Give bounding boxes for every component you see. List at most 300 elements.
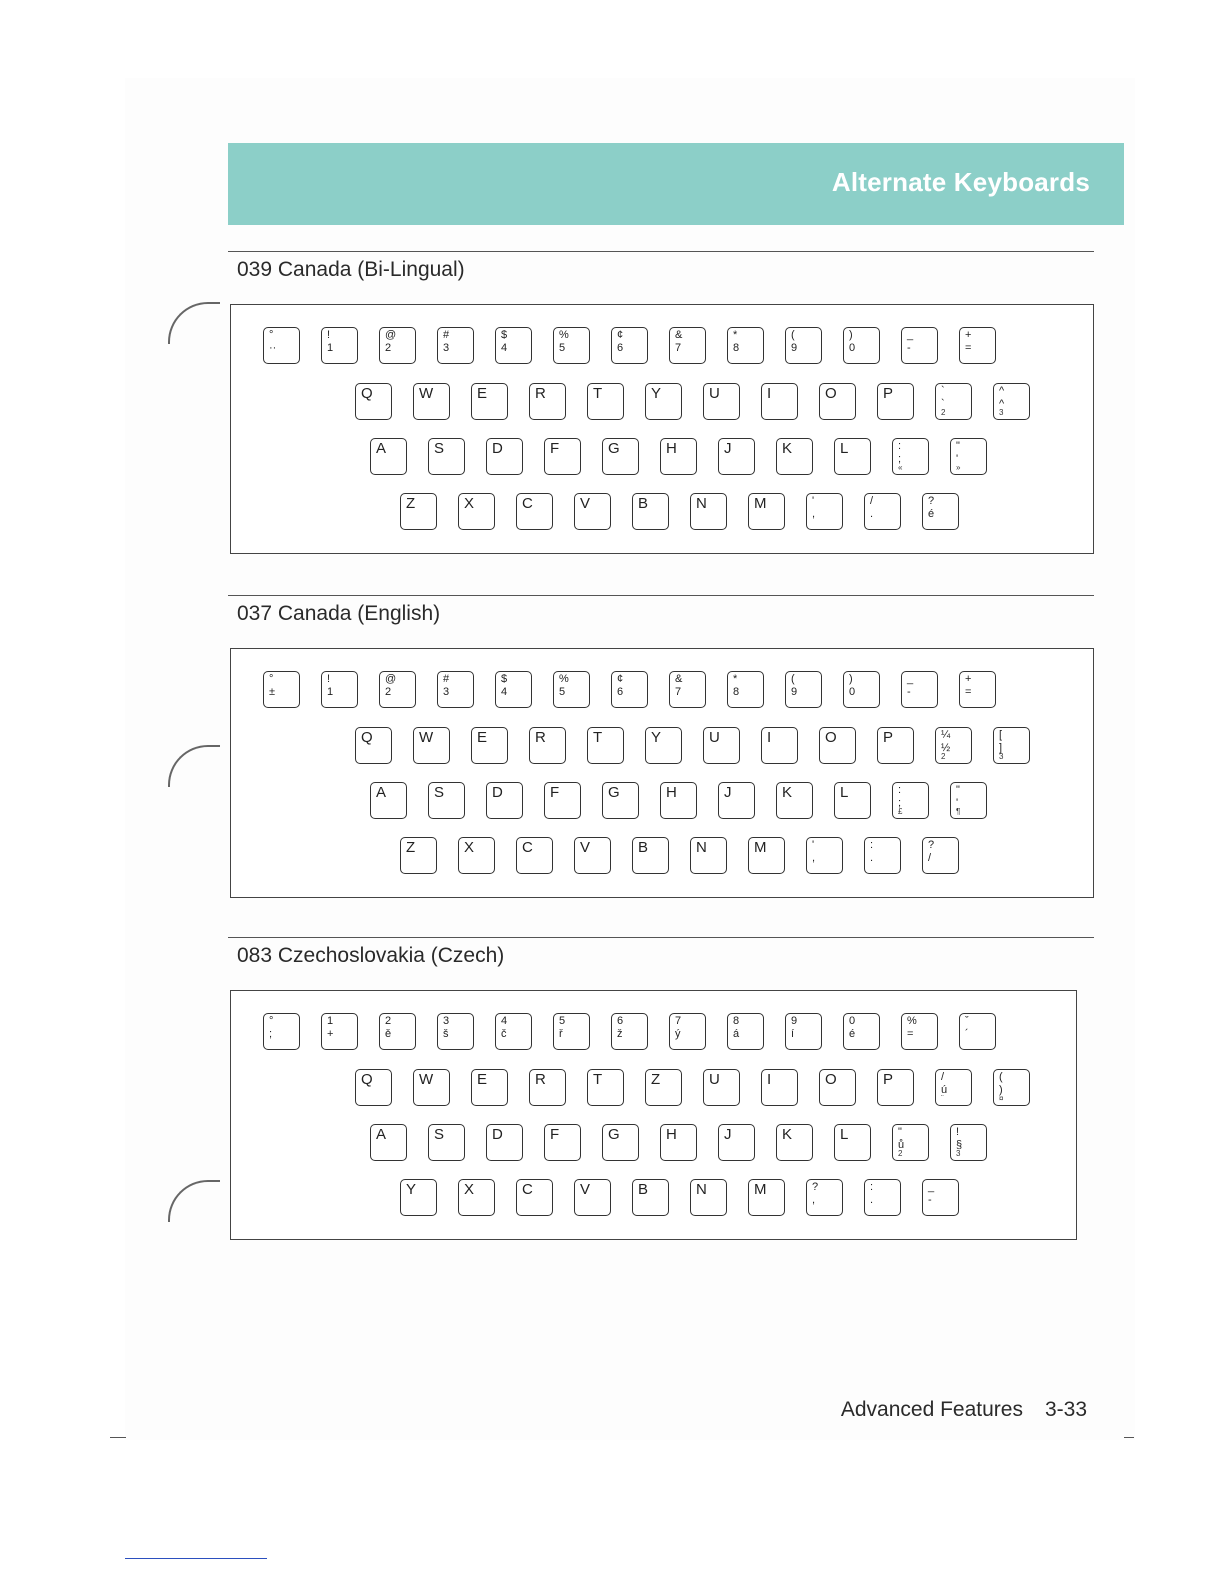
key-upper-legend: T xyxy=(593,1071,603,1088)
key-upper-legend: G xyxy=(608,784,620,801)
section-title: 039 Canada (Bi-Lingual) xyxy=(237,258,465,281)
key-upper-legend: 9 xyxy=(791,1015,798,1027)
key xyxy=(669,1013,706,1050)
key-upper-legend: : xyxy=(870,839,874,851)
key xyxy=(993,727,1030,764)
key-alt-legend: » xyxy=(956,463,961,472)
key-upper-legend: D xyxy=(492,784,503,801)
key-upper-legend: Y xyxy=(406,1181,417,1198)
key-lower-legend: 5 xyxy=(559,686,566,698)
key-upper-legend: / xyxy=(870,495,874,507)
key-lower-legend: ě xyxy=(385,1028,392,1040)
key xyxy=(413,727,450,764)
key-upper-legend: 0 xyxy=(849,1015,856,1027)
key-upper-legend: ° xyxy=(269,673,274,685)
key-upper-legend: E xyxy=(477,1071,488,1088)
key-lower-legend: 0 xyxy=(849,342,856,354)
key xyxy=(785,1013,822,1050)
key xyxy=(877,383,914,420)
key-upper-legend: S xyxy=(434,1126,445,1143)
key-lower-legend: 9 xyxy=(791,686,798,698)
key-upper-legend: " xyxy=(898,1126,902,1138)
key-lower-legend: 3 xyxy=(443,686,450,698)
key xyxy=(574,1179,611,1216)
key xyxy=(544,1124,581,1161)
key xyxy=(645,727,682,764)
key xyxy=(922,837,959,874)
key xyxy=(718,438,755,475)
key xyxy=(379,1013,416,1050)
section-rule xyxy=(228,595,1094,596)
key-lower-legend: ^ xyxy=(999,398,1005,410)
key-upper-legend: ! xyxy=(327,673,331,685)
key xyxy=(935,727,972,764)
key-upper-legend: P xyxy=(883,1071,894,1088)
key-upper-legend: Z xyxy=(406,495,416,512)
key-upper-legend: H xyxy=(666,1126,677,1143)
key xyxy=(645,383,682,420)
key-lower-legend: 2 xyxy=(385,342,392,354)
key-upper-legend: F xyxy=(550,784,560,801)
key-upper-legend: M xyxy=(754,1181,767,1198)
key xyxy=(632,837,669,874)
key xyxy=(959,327,996,364)
key-upper-legend: O xyxy=(825,729,837,746)
key-upper-legend: B xyxy=(638,839,649,856)
key-upper-legend: L xyxy=(840,784,849,801)
key-lower-legend: é xyxy=(928,508,935,520)
key-upper-legend: K xyxy=(782,784,793,801)
key xyxy=(834,1124,871,1161)
key xyxy=(819,727,856,764)
key xyxy=(834,438,871,475)
key-row xyxy=(400,493,959,530)
key xyxy=(486,1124,523,1161)
key xyxy=(935,383,972,420)
key-lower-legend: ´ xyxy=(965,1028,969,1040)
key-lower-legend: ů xyxy=(898,1139,905,1151)
key xyxy=(263,327,300,364)
key xyxy=(718,782,755,819)
key xyxy=(458,1179,495,1216)
key-upper-legend: * xyxy=(733,329,738,341)
key xyxy=(587,727,624,764)
key-upper-legend: @ xyxy=(385,673,397,685)
key-upper-legend: @ xyxy=(385,329,397,341)
key xyxy=(776,438,813,475)
key-upper-legend: J xyxy=(724,440,732,457)
key xyxy=(660,1124,697,1161)
key xyxy=(864,837,901,874)
key-upper-legend: N xyxy=(696,1181,707,1198)
key-upper-legend: R xyxy=(535,1071,546,1088)
key-upper-legend: R xyxy=(535,385,546,402)
key-alt-legend: « xyxy=(898,463,903,472)
key-upper-legend: 6 xyxy=(617,1015,624,1027)
key-lower-legend: é xyxy=(849,1028,856,1040)
key-alt-legend: 2 xyxy=(898,1149,903,1158)
footer-section-name: Advanced Features xyxy=(840,1398,1023,1421)
key xyxy=(806,493,843,530)
key-upper-legend: ( xyxy=(999,1071,1003,1083)
key-upper-legend: Y xyxy=(651,729,662,746)
key-upper-legend: H xyxy=(666,784,677,801)
key-upper-legend: 3 xyxy=(443,1015,450,1027)
key-row xyxy=(370,438,987,475)
key xyxy=(892,782,929,819)
keyboard-diagram-canada-bilingual xyxy=(230,304,1094,554)
section-rule xyxy=(228,937,1094,938)
key-lower-legend: = xyxy=(965,342,972,354)
key-upper-legend: # xyxy=(443,329,450,341)
key xyxy=(877,1069,914,1106)
key-upper-legend: V xyxy=(580,1181,591,1198)
key-upper-legend: _ xyxy=(907,329,914,341)
key-upper-legend: D xyxy=(492,1126,503,1143)
key xyxy=(611,327,648,364)
key-upper-legend: # xyxy=(443,673,450,685)
key-upper-legend: U xyxy=(709,729,720,746)
key xyxy=(471,383,508,420)
key xyxy=(529,383,566,420)
key-upper-legend: C xyxy=(522,1181,533,1198)
key-upper-legend: H xyxy=(666,440,677,457)
key xyxy=(727,671,764,708)
page-footer xyxy=(841,1398,1087,1422)
key xyxy=(370,438,407,475)
key xyxy=(428,438,465,475)
bottom-rule xyxy=(125,1558,267,1559)
key-upper-legend: * xyxy=(733,673,738,685)
key xyxy=(727,327,764,364)
key-upper-legend: $ xyxy=(501,329,508,341)
key xyxy=(843,671,880,708)
key xyxy=(718,1124,755,1161)
key-upper-legend: G xyxy=(608,1126,620,1143)
key-lower-legend: ' xyxy=(956,453,959,465)
key xyxy=(669,327,706,364)
key-upper-legend: Q xyxy=(361,1071,373,1088)
key-lower-legend: ± xyxy=(269,686,276,698)
key-lower-legend: . xyxy=(870,852,874,864)
key-upper-legend: I xyxy=(767,729,772,746)
section-title: 037 Canada (English) xyxy=(237,602,441,625)
key-upper-legend: U xyxy=(709,385,720,402)
header-band xyxy=(228,143,1124,225)
key-upper-legend: I xyxy=(767,1071,772,1088)
key xyxy=(370,1124,407,1161)
key xyxy=(690,1179,727,1216)
key xyxy=(703,383,740,420)
key-lower-legend: - xyxy=(907,342,911,354)
key xyxy=(553,327,590,364)
key-upper-legend: X xyxy=(464,839,475,856)
key-upper-legend: B xyxy=(638,495,649,512)
key-upper-legend: Z xyxy=(651,1071,661,1088)
key-upper-legend: E xyxy=(477,385,488,402)
key xyxy=(544,438,581,475)
key-upper-legend: T xyxy=(593,729,603,746)
key-lower-legend: ` xyxy=(941,398,945,410)
key-upper-legend: : xyxy=(870,1181,874,1193)
key xyxy=(321,671,358,708)
key-row xyxy=(355,1069,1030,1106)
key-upper-legend: O xyxy=(825,385,837,402)
key-upper-legend: + xyxy=(965,673,972,685)
key xyxy=(553,1013,590,1050)
key-upper-legend: & xyxy=(675,673,683,685)
key-lower-legend: = xyxy=(907,1028,914,1040)
key-row xyxy=(370,1124,987,1161)
key xyxy=(495,671,532,708)
key xyxy=(935,1069,972,1106)
key xyxy=(495,327,532,364)
key-lower-legend: 5 xyxy=(559,342,566,354)
section-title: 083 Czechoslovakia (Czech) xyxy=(237,944,505,967)
key-upper-legend: M xyxy=(754,839,767,856)
key-upper-legend: % xyxy=(907,1015,917,1027)
key xyxy=(819,383,856,420)
key-upper-legend: G xyxy=(608,440,620,457)
key xyxy=(785,671,822,708)
key-lower-legend: 8 xyxy=(733,686,740,698)
key-lower-legend: 9 xyxy=(791,342,798,354)
key-upper-legend: F xyxy=(550,440,560,457)
key-upper-legend: ( xyxy=(791,673,795,685)
key-upper-legend: K xyxy=(782,440,793,457)
key-upper-legend: A xyxy=(376,784,387,801)
key xyxy=(587,383,624,420)
key xyxy=(574,837,611,874)
key-upper-legend: ¢ xyxy=(617,673,624,685)
key-upper-legend: W xyxy=(419,729,434,746)
key xyxy=(950,1124,987,1161)
key-upper-legend: ' xyxy=(812,839,815,851)
key xyxy=(864,493,901,530)
key xyxy=(864,1179,901,1216)
key-lower-legend: 3 xyxy=(443,342,450,354)
key-upper-legend: 4 xyxy=(501,1015,508,1027)
key xyxy=(355,1069,392,1106)
key-lower-legend: 0 xyxy=(849,686,856,698)
key xyxy=(632,493,669,530)
key xyxy=(437,1013,474,1050)
key-upper-legend: % xyxy=(559,329,569,341)
key-lower-legend: 4 xyxy=(501,342,508,354)
key-upper-legend: J xyxy=(724,1126,732,1143)
key-upper-legend: P xyxy=(883,729,894,746)
key-upper-legend: F xyxy=(550,1126,560,1143)
key xyxy=(574,493,611,530)
key-lower-legend: , xyxy=(812,1194,816,1206)
key xyxy=(748,493,785,530)
key xyxy=(690,837,727,874)
key-upper-legend: N xyxy=(696,495,707,512)
key xyxy=(727,1013,764,1050)
key xyxy=(529,727,566,764)
key-alt-legend: ¶ xyxy=(956,807,961,816)
key-upper-legend: [ xyxy=(999,729,1003,741)
key-lower-legend: 4 xyxy=(501,686,508,698)
key xyxy=(834,782,871,819)
key-upper-legend: ˇ xyxy=(965,1015,969,1027)
key-lower-legend: . xyxy=(870,1194,874,1206)
key-lower-legend: š xyxy=(443,1028,449,1040)
key xyxy=(785,327,822,364)
key-alt-legend: 2 xyxy=(941,408,946,417)
page-title: Alternate Keyboards xyxy=(831,167,1090,197)
key xyxy=(959,671,996,708)
key-upper-legend: ` xyxy=(941,385,945,397)
key xyxy=(892,1124,929,1161)
key-upper-legend: ) xyxy=(849,329,853,341)
key-upper-legend: : xyxy=(898,784,902,796)
key-upper-legend: $ xyxy=(501,673,508,685)
key-upper-legend: ¼ xyxy=(941,729,951,741)
key-upper-legend: ^ xyxy=(999,385,1005,397)
key xyxy=(602,438,639,475)
key-lower-legend: ý xyxy=(675,1028,681,1040)
key-row xyxy=(263,1013,996,1050)
key xyxy=(776,1124,813,1161)
key xyxy=(602,1124,639,1161)
key xyxy=(263,671,300,708)
key-upper-legend: V xyxy=(580,839,591,856)
key-upper-legend: C xyxy=(522,839,533,856)
key-upper-legend: P xyxy=(883,385,894,402)
key xyxy=(437,671,474,708)
key-lower-legend: ú xyxy=(941,1084,948,1096)
key-upper-legend: _ xyxy=(928,1181,935,1193)
key-upper-legend: X xyxy=(464,1181,475,1198)
key-upper-legend: 5 xyxy=(559,1015,566,1027)
keyboard-diagram-czech xyxy=(230,990,1077,1240)
key xyxy=(761,383,798,420)
key-upper-legend: ° xyxy=(269,1015,274,1027)
key-lower-legend: - xyxy=(928,1194,932,1206)
key xyxy=(486,438,523,475)
key xyxy=(901,671,938,708)
key xyxy=(703,1069,740,1106)
key xyxy=(806,837,843,874)
key-upper-legend: U xyxy=(709,1071,720,1088)
key-upper-legend: ' xyxy=(812,495,815,507)
key-upper-legend: Z xyxy=(406,839,416,856)
key xyxy=(901,327,938,364)
key xyxy=(611,671,648,708)
key-upper-legend: W xyxy=(419,1071,434,1088)
key-upper-legend: + xyxy=(965,329,972,341)
key-upper-legend: S xyxy=(434,440,445,457)
key-lower-legend: 8 xyxy=(733,342,740,354)
key-alt-legend: £ xyxy=(898,807,903,816)
key-lower-legend: ] xyxy=(999,742,1003,754)
key xyxy=(748,837,785,874)
key-upper-legend: T xyxy=(593,385,603,402)
crop-mark xyxy=(1124,1437,1134,1438)
key-lower-legend: . xyxy=(870,508,874,520)
key xyxy=(516,1179,553,1216)
key xyxy=(437,327,474,364)
key-upper-legend: D xyxy=(492,440,503,457)
key-upper-legend: 2 xyxy=(385,1015,392,1027)
key-upper-legend: C xyxy=(522,495,533,512)
key xyxy=(660,438,697,475)
key xyxy=(587,1069,624,1106)
key xyxy=(471,727,508,764)
key-lower-legend: / xyxy=(928,852,932,864)
key xyxy=(632,1179,669,1216)
key-lower-legend: § xyxy=(956,1139,963,1151)
key-upper-legend: ( xyxy=(791,329,795,341)
key-lower-legend: ; xyxy=(269,1028,273,1040)
key-lower-legend: ř xyxy=(559,1028,563,1040)
key-upper-legend: R xyxy=(535,729,546,746)
key-upper-legend: O xyxy=(825,1071,837,1088)
key-upper-legend: Q xyxy=(361,729,373,746)
key xyxy=(471,1069,508,1106)
key-upper-legend: A xyxy=(376,440,387,457)
key xyxy=(458,493,495,530)
key-upper-legend: ) xyxy=(849,673,853,685)
key xyxy=(950,438,987,475)
key xyxy=(761,1069,798,1106)
key-lower-legend: = xyxy=(965,686,972,698)
key-upper-legend: 1 xyxy=(327,1015,334,1027)
key xyxy=(495,1013,532,1050)
key xyxy=(529,1069,566,1106)
key-upper-legend: L xyxy=(840,440,849,457)
key-upper-legend: _ xyxy=(907,673,914,685)
key-lower-legend: 6 xyxy=(617,342,624,354)
key-alt-legend: ¤ xyxy=(999,1094,1004,1103)
key xyxy=(645,1069,682,1106)
key-upper-legend: ! xyxy=(956,1126,960,1138)
key-row xyxy=(400,837,959,874)
key xyxy=(602,782,639,819)
key xyxy=(669,671,706,708)
key-lower-legend: , xyxy=(812,508,816,520)
key-lower-legend: ž xyxy=(617,1028,623,1040)
key xyxy=(355,383,392,420)
key-row xyxy=(370,782,987,819)
key xyxy=(806,1179,843,1216)
key-upper-legend: J xyxy=(724,784,732,801)
key xyxy=(776,782,813,819)
key-lower-legend: ½ xyxy=(941,742,951,754)
key xyxy=(843,327,880,364)
key xyxy=(611,1013,648,1050)
key xyxy=(950,782,987,819)
key-upper-legend: : xyxy=(898,440,902,452)
key-upper-legend: S xyxy=(434,784,445,801)
key-upper-legend: ! xyxy=(327,329,331,341)
key xyxy=(544,782,581,819)
key xyxy=(400,1179,437,1216)
key-row xyxy=(355,383,1030,420)
key xyxy=(819,1069,856,1106)
key xyxy=(703,727,740,764)
key-lower-legend: 6 xyxy=(617,686,624,698)
key-lower-legend: ) xyxy=(999,1084,1003,1096)
key xyxy=(877,727,914,764)
key xyxy=(660,782,697,819)
key xyxy=(516,837,553,874)
key xyxy=(355,727,392,764)
key xyxy=(959,1013,996,1050)
key-alt-legend: 3 xyxy=(999,408,1004,417)
key-lower-legend: 7 xyxy=(675,342,682,354)
